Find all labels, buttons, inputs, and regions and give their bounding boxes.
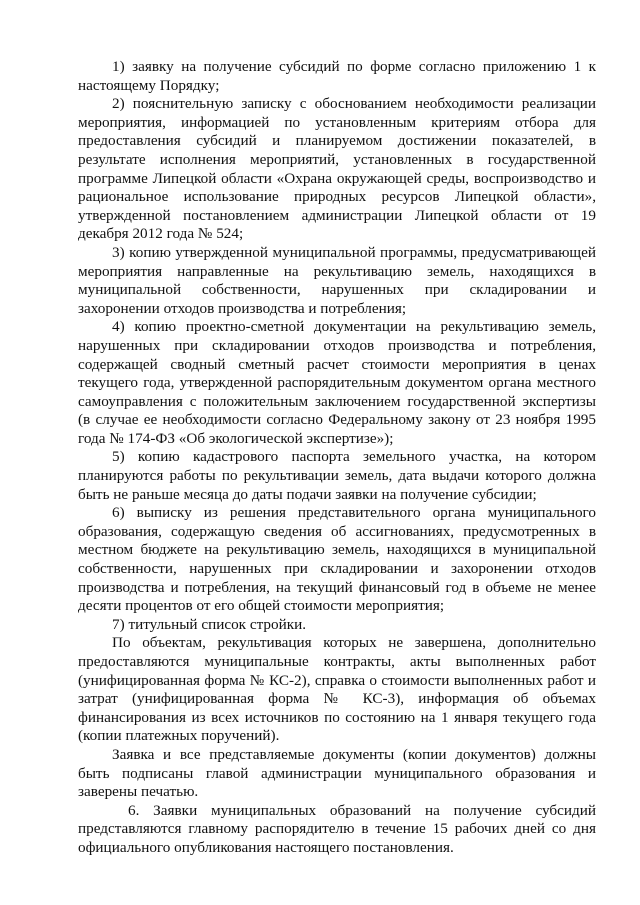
paragraph-item-6: 6) выписку из решения представительного органа муниципального образования, содержащую сведения об ассигнованиях, предусмотренных в местном бюджете на рекультивацию земель, находящихся в муниципальной собственности, нарушенных при складировании и захоронении отходов производства и потребления, на текущий финансовый год в объеме не менее десяти процентов от его общей стоимости мероприятия; — [78, 504, 596, 615]
paragraph-unfinished-objects: По объектам, рекультивация которых не завершена, дополнительно предоставляются муниципальные контракты, акты выполненных работ (унифицированная форма № КС-2), справка о стоимости выполненных работ и затрат (унифицированная форма № КС-3), информация об объемах финансирования из всех источников по состоянию на 1 января текущего года (копии платежных поручений). — [78, 634, 596, 745]
paragraph-item-3: 3) копию утвержденной муниципальной программы, предусматривающей мероприятия направленные на рекультивацию земель, находящихся в муниципальной собственности, нарушенных при складировании и захоронении отходов производства и потребления; — [78, 243, 596, 317]
document-page — [78, 58, 596, 858]
paragraph-item-7: 7) титульный список стройки. — [112, 615, 307, 633]
paragraph-item-5: 5) копию кадастрового паспорта земельного участка, на котором планируются работы по рекультивации земель, дата выдачи которого должна быть не раньше месяца до даты подачи заявки на получение субсидии; — [78, 448, 596, 503]
paragraph-item-2: 2) пояснительную записку с обоснованием необходимости реализации мероприятия, информацией по установленным критериям отбора для предоставления субсидий и планируемом достижении показателей, в результате исполнения мероприятий, установленных в государственной программе Липецкой области «Охрана окружающей среды, воспроизводство и рациональное использование природных ресурсов Липецкой области», утвержденной постановлением администрации Липецкой области от 19 декабря 2012 года № 524; — [78, 95, 596, 243]
paragraph-item-1: 1) заявку на получение субсидий по форме согласно приложению 1 к настоящему Порядку; — [78, 58, 596, 94]
paragraph-section-6: 6. Заявки муниципальных образований на получение субсидий представляются главному распорядителю в течение 15 рабочих дней со дня официального опубликования настоящего постановления. — [78, 801, 596, 856]
paragraph-item-4: 4) копию проектно-сметной документации на рекультивацию земель, нарушенных при складировании отходов производства и потребления, содержащей сводный сметный расчет стоимости мероприятия в ценах текущего года, утвержденной распорядительным документом органа местного самоуправления с положительным заключением государственной экспертизы (в случае ее необходимости согласно Федеральному закону от 23 ноября 1995 года № 174-ФЗ «Об экологической экспертизе»); — [78, 318, 596, 447]
paragraph-signature-requirement: Заявка и все представляемые документы (копии документов) должны быть подписаны главой администрации муниципального образования и заверены печатью. — [78, 745, 596, 801]
